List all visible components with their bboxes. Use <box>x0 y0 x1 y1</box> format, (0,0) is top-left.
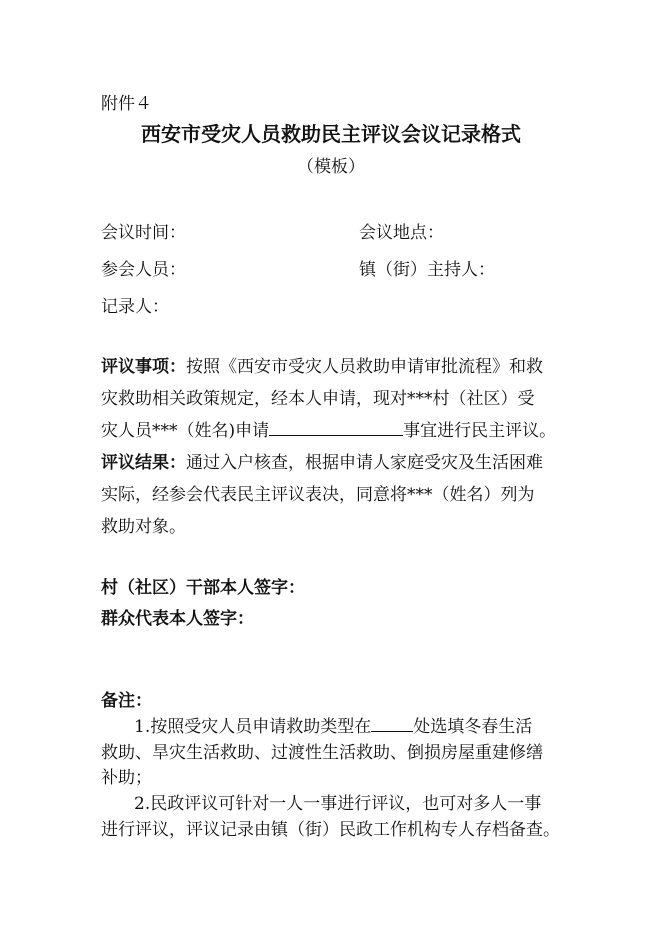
result-line-3: 救助对象。 <box>101 517 186 537</box>
host-label: 镇（街）主持人： <box>359 260 495 280</box>
page-title: 西安市受灾人员救助民主评议会议记录格式 <box>141 122 521 146</box>
result-line-2: 实际，经参会代表民主评议表决，同意将***（姓名）列为 <box>101 485 535 505</box>
note-1-line-2: 救助、旱灾生活救助、过渡性生活救助、倒损房屋重建修缮 <box>101 743 543 763</box>
matter-line-2: 灾救助相关政策规定，经本人申请，现对***村（社区）受 <box>101 389 535 409</box>
notes-heading: 备注： <box>101 691 152 711</box>
attendees-label: 参会人员： <box>101 260 186 280</box>
matter-line-3-after: 事宜进行民主评议。 <box>403 421 557 441</box>
note-2-line-2: 进行评议，评议记录由镇（街）民政工作机构专人存档备查。 <box>101 820 560 840</box>
matter-line-1 <box>101 352 543 377</box>
recorder-label: 记录人： <box>101 297 169 317</box>
result-line-1 <box>101 448 543 473</box>
page-subtitle: （模板） <box>297 157 365 177</box>
result-heading: 评议结果： <box>101 453 186 473</box>
masses-signature-label: 群众代表本人签字： <box>101 609 254 629</box>
matter-heading: 评议事项： <box>101 357 186 377</box>
matter-line-3-before: 灾人员***（姓名)申请 <box>101 421 270 441</box>
meeting-place-label: 会议地点： <box>359 223 444 243</box>
note-blank-field <box>371 714 413 732</box>
cadre-signature-label: 村（社区）干部本人签字： <box>101 578 305 598</box>
note-2-line-1: 2.民政评议可针对一人一事进行评议，也可对多人一事 <box>134 794 542 814</box>
note-1-before: 1.按照受灾人员申请救助类型在 <box>134 717 372 737</box>
note-1-line-3: 补助； <box>101 768 152 788</box>
attachment-label: 附件４ <box>101 94 152 114</box>
matter-line-3 <box>101 416 556 441</box>
result-line-1-text: 通过入户核查，根据申请人家庭受灾及生活困难 <box>186 453 543 473</box>
matter-line-1-text: 按照《西安市受灾人员救助申请审批流程》和救 <box>186 357 543 377</box>
meeting-time-label: 会议时间： <box>101 223 186 243</box>
note-1-line-1 <box>134 712 532 737</box>
note-1-after: 处选填冬春生活 <box>413 717 533 737</box>
matter-blank-field <box>269 418 403 436</box>
